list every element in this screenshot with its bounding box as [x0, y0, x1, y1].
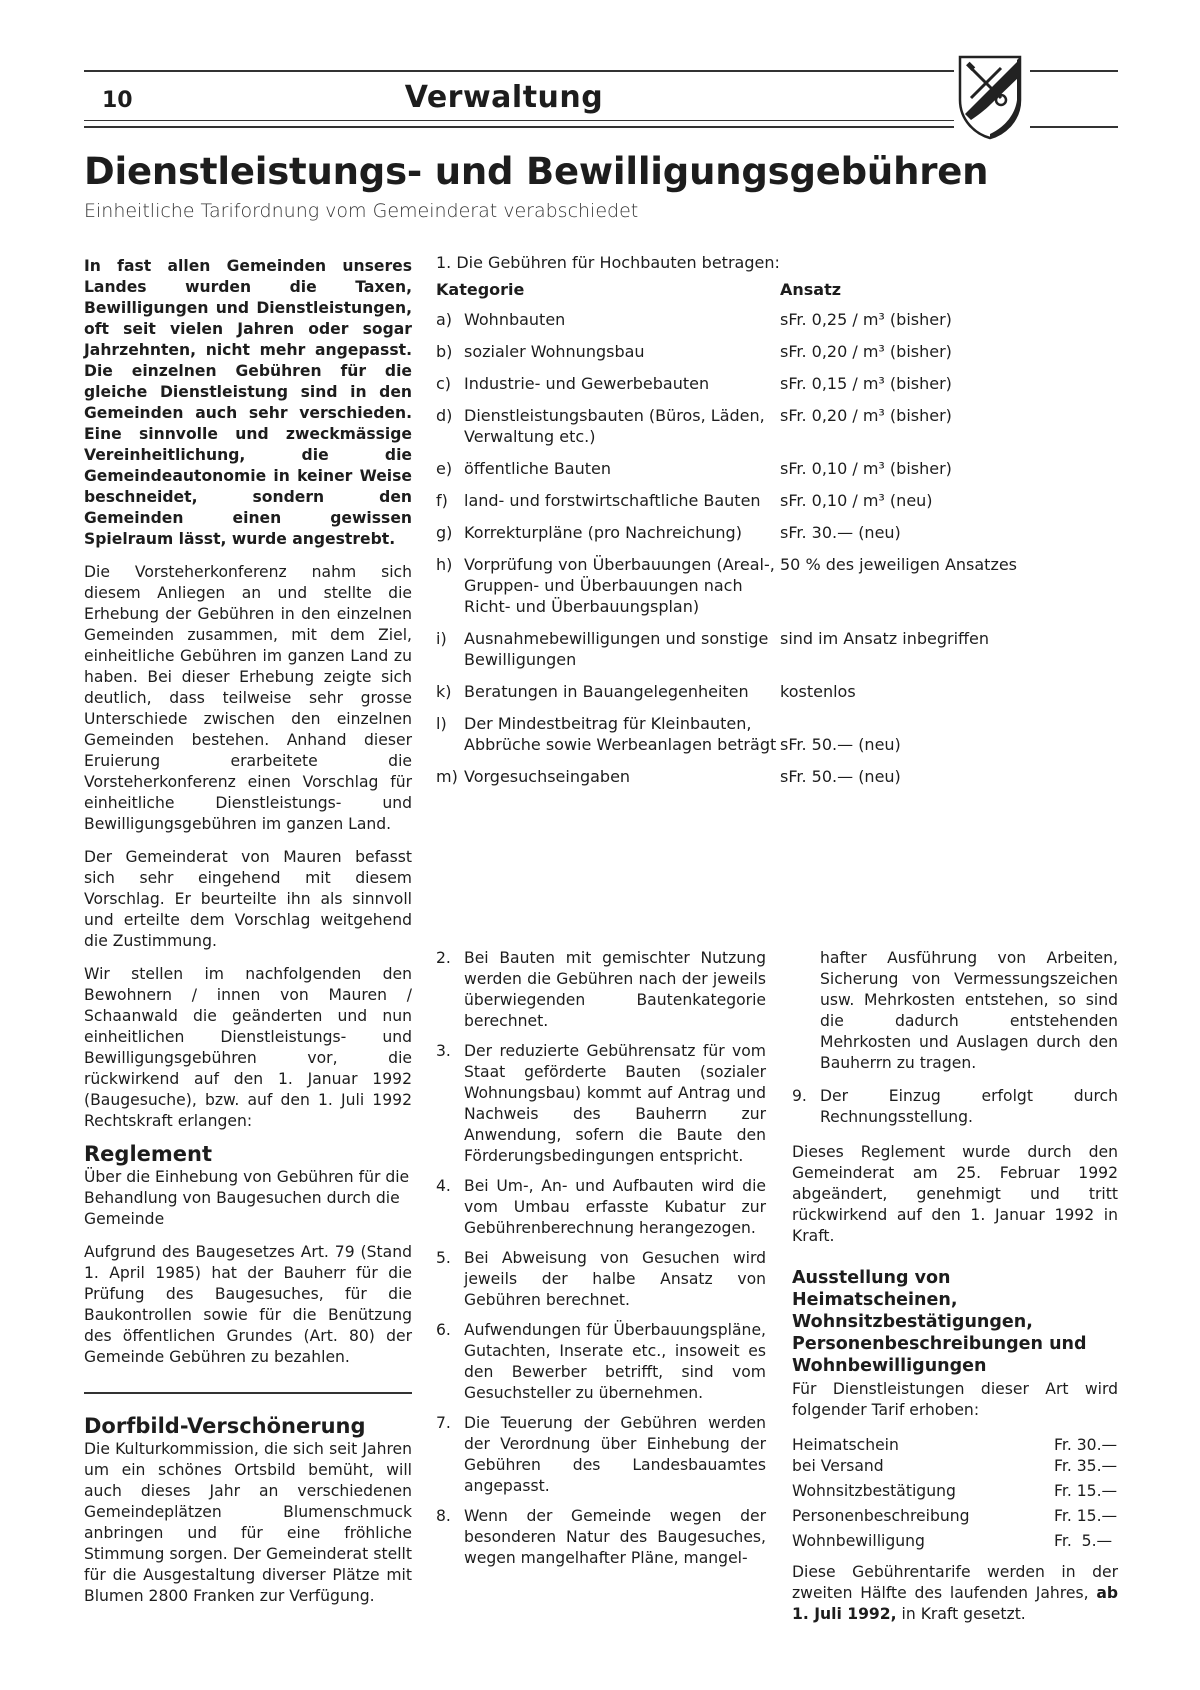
paragraph-3: Wir stellen im nachfolgenden den Bewohnern / innen von Mauren / Schaanwald die geänderten und nun einheitlichen Dienstleistungs- und Bewilligungsgebühren vor, die rückwirkend auf den 1. Januar 1992 (Baugesuche), bzw. auf den 1. Juli 1992 Rechtskraft erlangen:: [84, 965, 412, 1130]
fee-row: [436, 405, 1116, 447]
fee-row: [436, 373, 1116, 394]
fee-row: [436, 554, 1116, 617]
reglement-heading: Reglement: [84, 1142, 212, 1166]
reglement-intro: Über die Einhebung von Gebühren für die Behandlung von Baugesuchen durch die Gemeinde: [84, 1168, 410, 1228]
tariff-row: [792, 1456, 1118, 1477]
coat-of-arms-icon: [957, 54, 1023, 140]
rule-text: Bei Um-, An- und Aufbauten wird die vom Umbau erfasste Kubatur zur Gebührenberechnung herangezogen.: [464, 1177, 766, 1237]
fee-intro: 1. Die Gebühren für Hochbauten betragen:: [436, 253, 780, 272]
fee-table-header: [436, 279, 1116, 300]
tariff-row: [792, 1481, 1118, 1502]
rule-item-9: [792, 1086, 1118, 1128]
heimat-closing: [792, 1562, 1118, 1625]
tariff-row: [792, 1435, 1118, 1456]
tariff-price: Fr. 15.—: [1054, 1482, 1118, 1500]
fee-col-rate: Ansatz: [780, 280, 842, 299]
fee-col-category: Kategorie: [436, 280, 525, 299]
fee-category: Ausnahmebewilligungen und sonstige Bewilligungen: [464, 629, 769, 669]
fee-key: d): [436, 406, 453, 425]
rule-number: 7.: [436, 1414, 451, 1432]
fee-category: Korrekturpläne (pro Nachreichung): [464, 523, 742, 542]
fee-row: [436, 341, 1116, 362]
rules-column: [436, 948, 766, 1578]
paragraph-2: Der Gemeinderat von Mauren befasst sich sehr eingehend mit diesem Vorschlag. Er beurteilte ihn als sinnvoll und erteilte dem Vorschlag weitgehend die Zustimmung.: [84, 848, 412, 950]
fee-key: c): [436, 374, 452, 393]
fee-key: m): [436, 767, 458, 786]
rule-8-continuation: hafter Ausführung von Arbeiten, Sicherung von Vermessungszeichen usw. Mehrkosten entstehen, so sind die dadurch entstehenden Mehrkosten und Auslagen durch den Bauherrn zu tragen.: [820, 949, 1118, 1072]
rule-text: Wenn der Gemeinde wegen der besonderen Natur des Baugesuches, wegen mangelhafter Pläne, mangel-: [464, 1507, 766, 1567]
fee-key: f): [436, 491, 448, 510]
rule-text: Der Einzug erfolgt durch Rechnungsstellung.: [820, 1087, 1118, 1126]
fee-row: [436, 522, 1116, 543]
rule-number: 4.: [436, 1177, 451, 1195]
rule-item: [436, 1506, 766, 1569]
rule-text: Aufwendungen für Überbauungspläne, Gutachten, Inserate etc., insoweit es den Bewerber betrifft, sind vom Gesuchsteller zu übernehmen.: [464, 1321, 766, 1402]
article-title: Dienstleistungs- und Bewilligungsgebühren: [84, 150, 989, 193]
tariff-label: Wohnbewilligung: [792, 1532, 925, 1550]
fee-rate: 50 % des jeweiligen Ansatzes: [780, 555, 1018, 574]
rule-number: 2.: [436, 949, 451, 967]
fee-row: [436, 766, 1116, 787]
rule-text: Bei Bauten mit gemischter Nutzung werden die Gebühren nach der jeweils überwiegenden Bautenkategorie berechnet.: [464, 949, 766, 1030]
fee-rate: sFr. 30.— (neu): [780, 523, 901, 542]
tariff-label: Personenbeschreibung: [792, 1507, 970, 1525]
rule-item: [436, 1413, 766, 1497]
header-rule-top-right: [1030, 70, 1118, 72]
tariff-row: [792, 1531, 1118, 1552]
fee-key: i): [436, 629, 447, 648]
tariff-label: Wohnsitzbestätigung: [792, 1482, 956, 1500]
tariff-list: [792, 1435, 1118, 1552]
fee-row: [436, 309, 1116, 330]
rule-item: [436, 948, 766, 1032]
fee-category: Vorgesuchseingaben: [464, 767, 631, 786]
heimat-closing-b: in Kraft gesetzt.: [901, 1605, 1026, 1623]
fee-key: h): [436, 555, 453, 574]
fee-rate: kostenlos: [780, 682, 856, 701]
header-rule-bottom: [84, 126, 954, 128]
fee-rate: sFr. 50.— (neu): [780, 767, 901, 786]
fee-key: g): [436, 523, 453, 542]
fee-row: [436, 681, 1116, 702]
lead-paragraph: In fast allen Gemeinden unseres Landes wurden die Taxen, Bewilligungen und Dienstleistungen, oft seit vielen Jahren oder sogar Jahrzehnten, nicht mehr angepasst. Die einzelnen Gebühren für die gleiche Dienstleistung sind in den Gemeinden auch sehr verschieden. Eine sinnvolle und zweckmässige Vereinheitlichung, die die Gemeindeautonomie in keiner Weise beschneidet, sondern den Gemeinden einen gewissen Spielraum lässt, wurde angestrebt.: [84, 257, 412, 548]
header-rule-mid: [84, 120, 954, 121]
dorfbild-heading: Dorfbild-Verschönerung: [84, 1414, 366, 1438]
fee-key: k): [436, 682, 452, 701]
fee-key: l): [436, 714, 447, 733]
fee-category: land- und forstwirtschaftliche Bauten: [464, 491, 761, 510]
rule-number: 6.: [436, 1321, 451, 1339]
fee-category: Wohnbauten: [464, 310, 566, 329]
tariff-price: Fr. 30.—: [1054, 1436, 1118, 1454]
fee-category: Dienstleistungsbauten (Büros, Läden, Verwaltung etc.): [464, 406, 765, 446]
right-column: [792, 948, 1118, 1637]
fee-rate: sFr. 0,20 / m³ (bisher): [780, 342, 952, 361]
fee-category: sozialer Wohnungsbau: [464, 342, 645, 361]
fee-rate: sFr. 50.— (neu): [780, 735, 901, 754]
header-rule-bottom-right: [1030, 126, 1118, 128]
heimat-heading: Ausstellung von Heimatscheinen, Wohnsitzbestätigungen, Personenbeschreibungen und Wohnbewilligungen: [792, 1268, 1087, 1376]
tariff-price: Fr. 5.—: [1054, 1532, 1113, 1550]
fee-rate: sFr. 0,10 / m³ (bisher): [780, 459, 952, 478]
heimat-closing-date: ab 1. Juli 1992,: [792, 1584, 1118, 1623]
rule-number: 8.: [436, 1507, 451, 1525]
tariff-label: Heimatschein: [792, 1436, 899, 1454]
fee-row: [436, 713, 1116, 755]
tariff-label: bei Versand: [792, 1457, 884, 1475]
tariff-row: [792, 1506, 1118, 1527]
rule-text: Der reduzierte Gebührensatz für vom Staat geförderte Bauten (sozialer Wohnungsbau) kommt auf Antrag und Nachweis des Bauherrn zur Anwendung, sofern die Baute den Förderungsbedingungen entspricht.: [464, 1042, 766, 1165]
fee-category: Beratungen in Bauangelegenheiten: [464, 682, 749, 701]
fee-row: [436, 628, 1116, 670]
rule-number: 3.: [436, 1042, 451, 1060]
fee-rate: sFr. 0,10 / m³ (neu): [780, 491, 933, 510]
rule-item: [436, 1176, 766, 1239]
section-divider: [84, 1392, 412, 1394]
article-subtitle: Einheitliche Tarifordnung vom Gemeinderat verabschiedet: [84, 200, 639, 222]
rule-number: 5.: [436, 1249, 451, 1267]
fee-key: b): [436, 342, 453, 361]
rule-text: Bei Abweisung von Gesuchen wird jeweils der halbe Ansatz von Gebühren berechnet.: [464, 1249, 766, 1309]
fee-rate: sFr. 0,20 / m³ (bisher): [780, 406, 952, 425]
heimat-closing-a: Diese Gebührentarife werden in der zweiten Hälfte des laufenden Jahres,: [792, 1563, 1118, 1602]
page-number: 10: [102, 88, 133, 113]
section-title: Verwaltung: [404, 80, 604, 115]
heimat-intro: Für Dienstleistungen dieser Art wird folgender Tarif erhoben:: [792, 1380, 1118, 1419]
header-rule-top: [84, 70, 954, 72]
tariff-price: Fr. 15.—: [1054, 1507, 1118, 1525]
fee-rate: sind im Ansatz inbegriffen: [780, 629, 990, 648]
fee-category: Der Mindestbeitrag für Kleinbauten, Abbrüche sowie Werbeanlagen beträgt: [464, 714, 777, 754]
dorfbild-text: Die Kulturkommission, die sich seit Jahren um ein schönes Ortsbild bemüht, will auch dieses Jahr an verschiedenen Gemeindeplätzen Blumenschmuck anbringen und für eine fröhliche Stimmung sorgen. Der Gemeinderat stellt für die Ausgestaltung diverser Plätze mit Blumen 2800 Franken zur Verfügung.: [84, 1440, 412, 1605]
rule-item: [436, 1041, 766, 1167]
fee-rate: sFr. 0,15 / m³ (bisher): [780, 374, 952, 393]
fee-category: Vorprüfung von Überbauungen (Areal-, Gruppen- und Überbauungen nach Richt- und Überbauungsplan): [464, 555, 775, 616]
fee-category: öffentliche Bauten: [464, 459, 612, 478]
paragraph-1: Die Vorsteherkonferenz nahm sich diesem Anliegen an und stellte die Erhebung der Gebühren in den einzelnen Gemeinden zusammen, mit dem Ziel, einheitliche Gebühren im ganzen Land zu haben. Bei dieser Erhebung zeigte sich deutlich, dass teilweise sehr grosse Unterschiede zwischen den einzelnen Gemeinden bestehen. Anhand dieser Eruierung erarbeitete die Vorsteherkonferenz einen Vorschlag für einheitliche Dienstleistungs- und Bewilligungsgebühren im ganzen Land.: [84, 563, 412, 833]
fee-row: [436, 458, 1116, 479]
fee-key: a): [436, 310, 453, 329]
rule-text: Die Teuerung der Gebühren werden der Verordnung über Einhebung der Gebühren des Landesbauamtes angepasst.: [464, 1414, 766, 1495]
reglement-closing: Dieses Reglement wurde durch den Gemeinderat am 25. Februar 1992 abgeändert, genehmigt und tritt rückwirkend auf den 1. Januar 1992 in Kraft.: [792, 1143, 1118, 1245]
fee-row: [436, 490, 1116, 511]
rule-item: [436, 1248, 766, 1311]
tariff-price: Fr. 35.—: [1054, 1457, 1118, 1475]
fee-key: e): [436, 459, 453, 478]
fee-category: Industrie- und Gewerbebauten: [464, 374, 710, 393]
fee-table: [436, 252, 1116, 798]
reglement-text: Aufgrund des Baugesetzes Art. 79 (Stand 1. April 1985) hat der Bauherr für die Prüfung des Baugesuches, für die Baukontrollen sowie für die Benützung des öffentlichen Grundes (Art. 80) der Gemeinde Gebühren zu bezahlen.: [84, 1243, 412, 1366]
fee-rate: sFr. 0,25 / m³ (bisher): [780, 310, 952, 329]
rule-item: [436, 1320, 766, 1404]
rule-number: 9.: [792, 1087, 807, 1105]
left-column: [84, 256, 412, 1619]
